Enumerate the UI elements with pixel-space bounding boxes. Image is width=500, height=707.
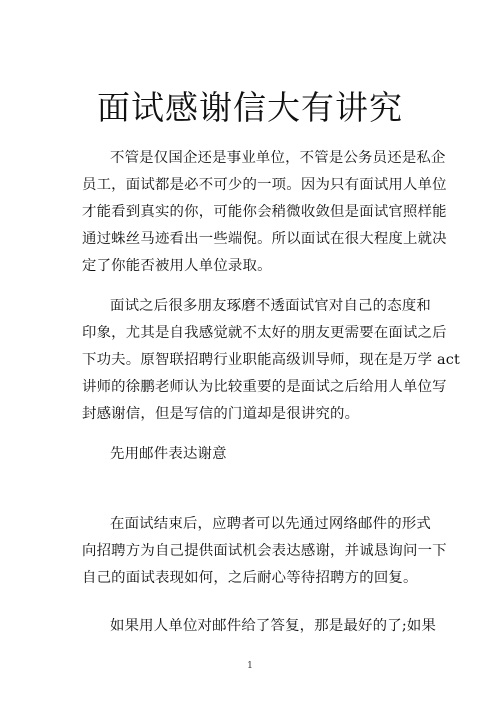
paragraph-line: 如果用人单位对邮件给了答复，那是最好的了;如果 [110, 618, 437, 634]
paragraph-line: 面试之后很多朋友琢磨不透面试官对自己的态度和 [110, 298, 431, 314]
paragraph-line: 印象，尤其是自我感觉就不太好的朋友更需要在面试之后 [82, 325, 447, 341]
paragraph-line: 讲师的徐鹏老师认为比较重要的是面试之后给用人单位写 [82, 379, 447, 395]
paragraph-line: 向招聘方为自己提供面试机会表达感谢，并诚恳询问一下 [82, 543, 447, 559]
paragraph-4 [82, 613, 437, 640]
paragraph-1 [82, 145, 447, 280]
paragraph-2 [82, 293, 460, 428]
paragraph-line: 定了你能否被用人单位录取。 [82, 258, 272, 274]
paragraph-line: 通过蛛丝马迹看出一些端倪。所以面试在很大程度上就决 [82, 231, 447, 247]
document-title: 面试感谢信大有讲究 [97, 88, 403, 127]
paragraph-line: 封感谢信，但是写信的门道却是很讲究的。 [82, 406, 360, 422]
paragraph-line: 员工，面试都是必不可少的一项。因为只有面试用人单位 [82, 177, 447, 193]
page-number: 1 [247, 661, 253, 671]
paragraph-line: 自己的面试表现如何，之后耐心等待招聘方的回复。 [82, 570, 418, 586]
paragraph-line: 才能看到真实的你，可能你会稍微收敛但是面试官照样能 [82, 204, 447, 220]
paragraph-3 [82, 511, 447, 592]
paragraph-line: 不管是仅国企还是事业单位，不管是公务员还是私企 [110, 150, 446, 166]
section-heading [82, 441, 422, 468]
paragraph-line: 下功夫。原智联招聘行业职能高级训导师，现在是万学 act [82, 352, 460, 368]
section-heading-text: 先用邮件表达谢意 [110, 446, 227, 462]
paragraph-line: 在面试结束后，应聘者可以先通过网络邮件的形式 [110, 516, 431, 532]
